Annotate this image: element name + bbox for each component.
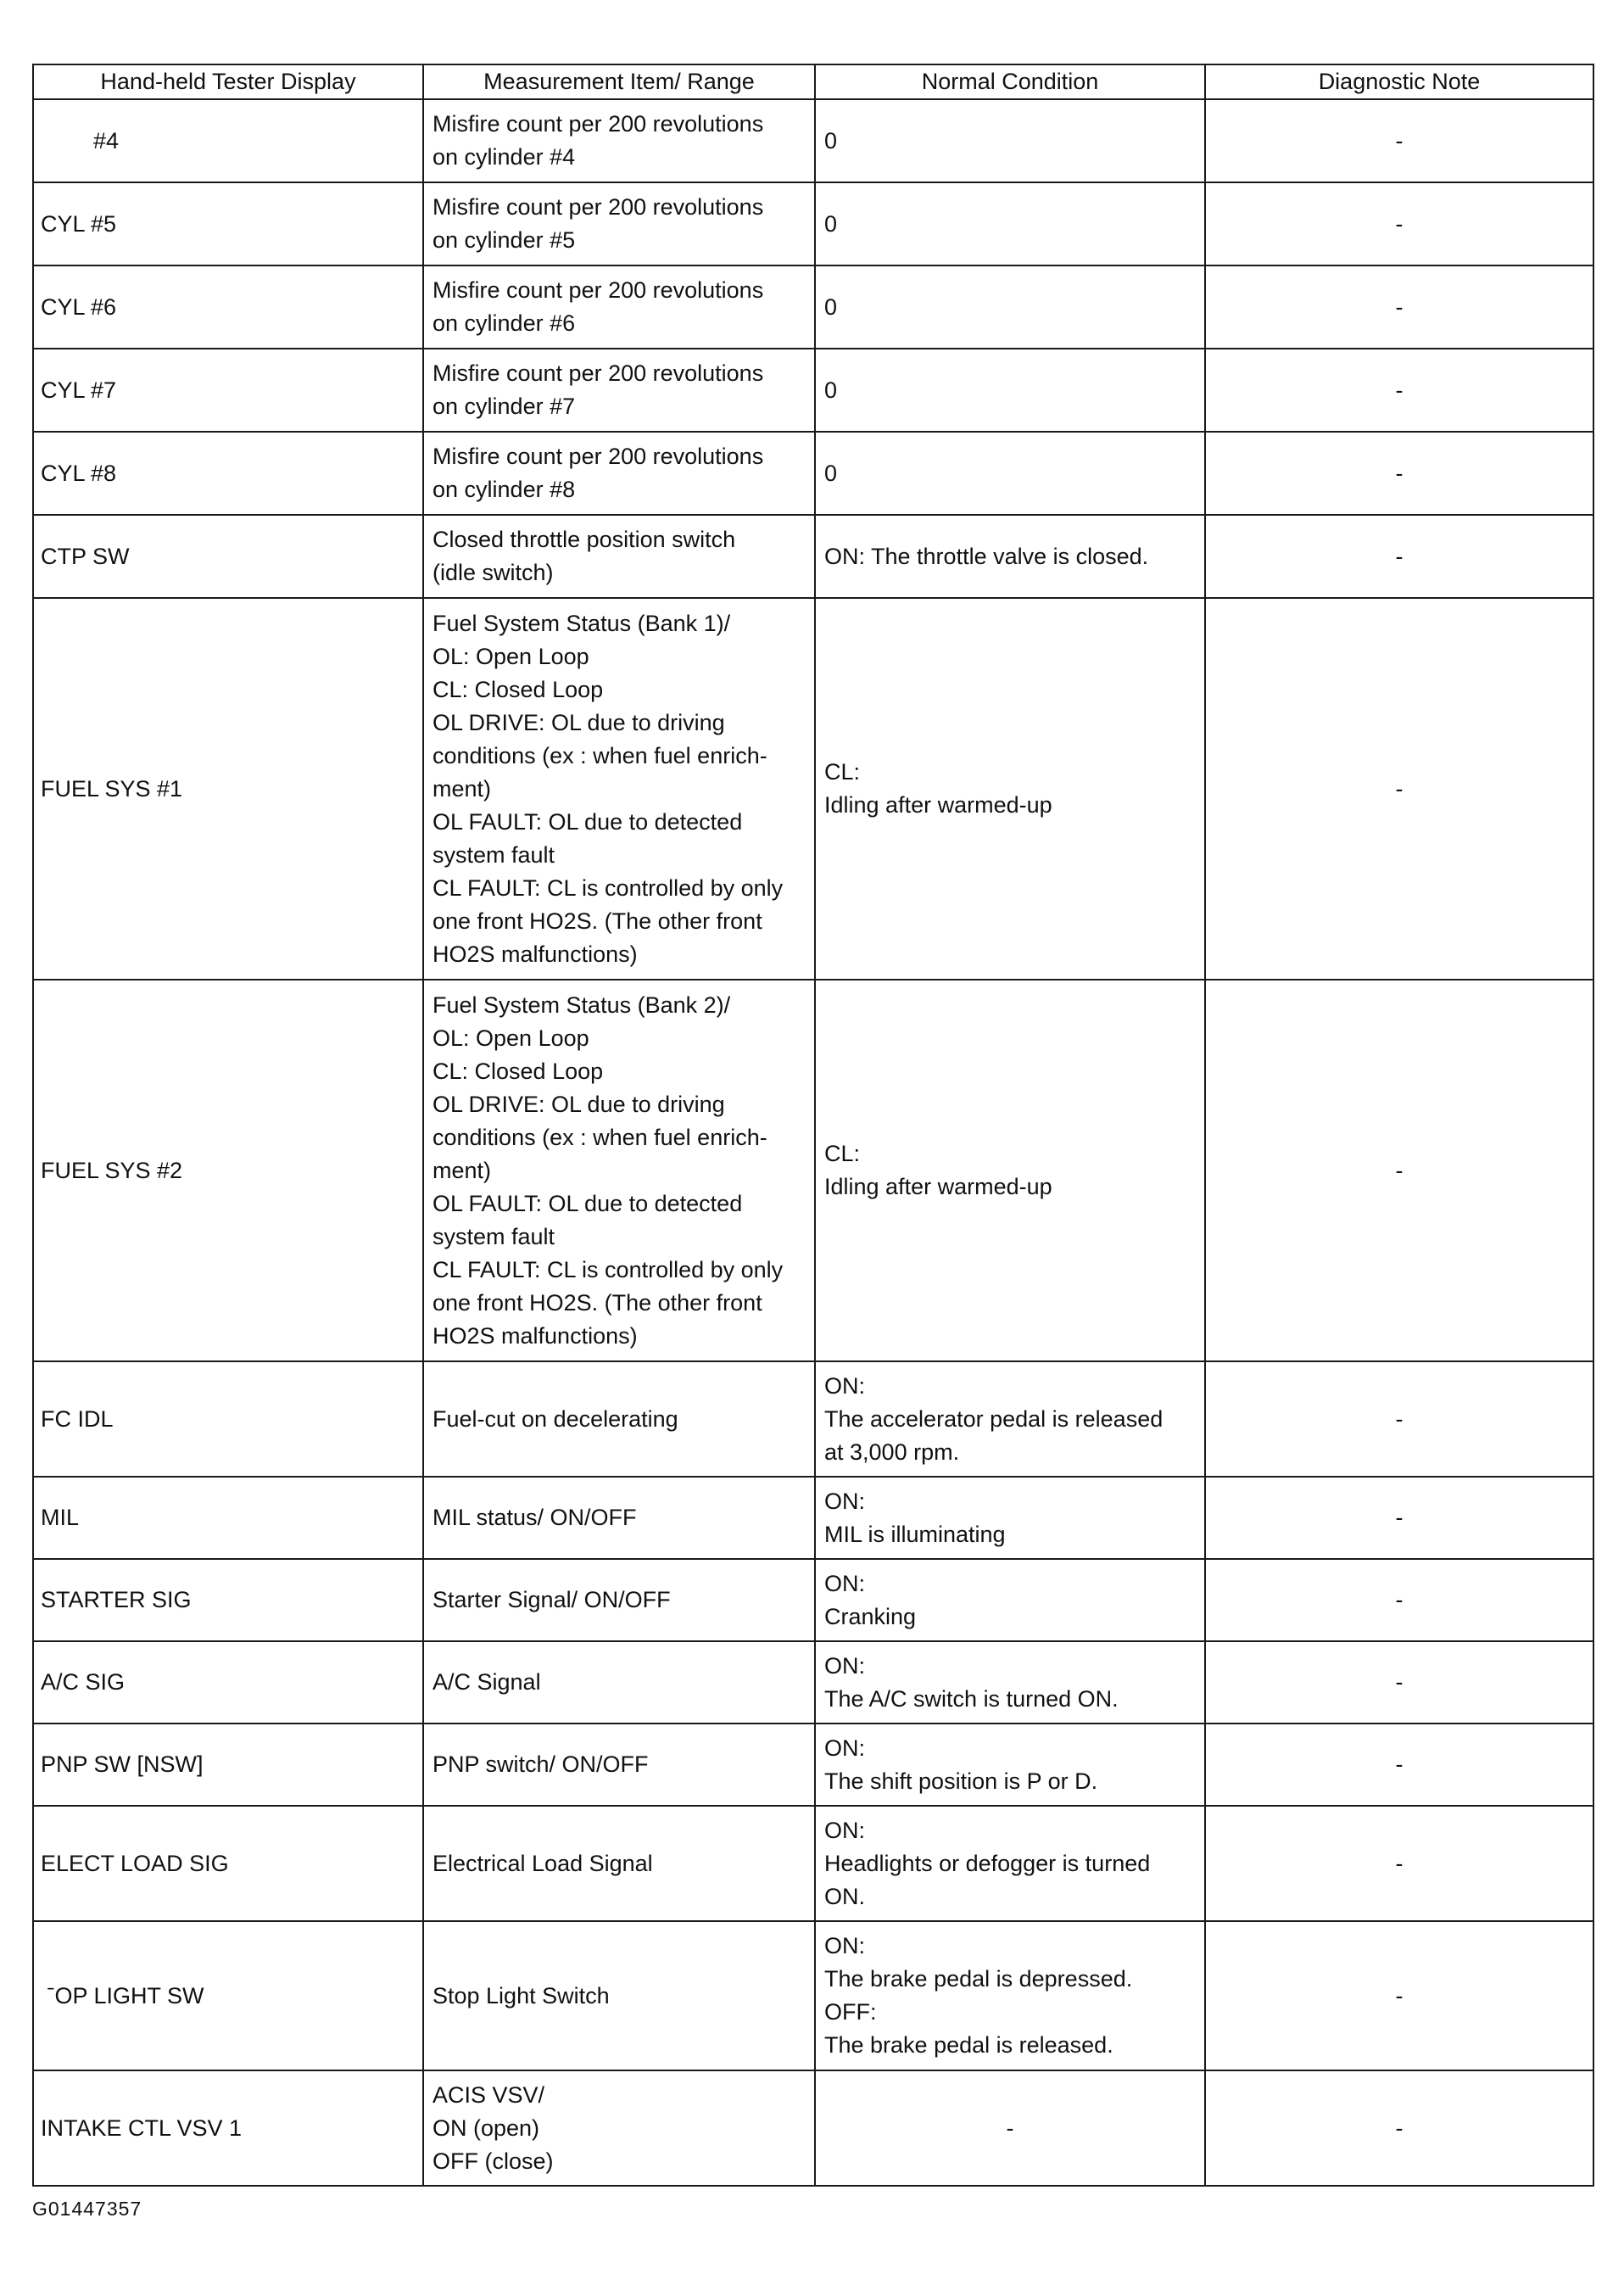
header-normal-condition: Normal Condition bbox=[815, 64, 1205, 99]
normal-condition-cell: ON: The throttle valve is closed. bbox=[815, 515, 1205, 598]
normal-condition-cell: CL: Idling after warmed-up bbox=[815, 980, 1205, 1361]
diagnostic-note-cell: - bbox=[1205, 182, 1593, 265]
measurement-cell: Fuel System Status (Bank 2)/ OL: Open Loop CL: Closed Loop OL DRIVE: OL due to driving conditions (ex : when fuel enrich- ment) OL FAULT: OL due to detected system fault CL FAULT: CL is controlled by only one front HO2S. (The other front HO2S malfunctions) bbox=[423, 980, 815, 1361]
table-row bbox=[33, 99, 1593, 182]
diagnostic-note-cell: - bbox=[1205, 598, 1593, 980]
table-row bbox=[33, 1806, 1593, 1921]
measurement-cell: A/C Signal bbox=[423, 1641, 815, 1724]
tester-display-cell: STARTER SIG bbox=[33, 1559, 423, 1641]
header-diagnostic-note: Diagnostic Note bbox=[1205, 64, 1593, 99]
table-row bbox=[33, 1477, 1593, 1559]
measurement-cell: MIL status/ ON/OFF bbox=[423, 1477, 815, 1559]
diagnostic-note-cell: - bbox=[1205, 1921, 1593, 2070]
tester-display-cell: #4 bbox=[33, 99, 423, 182]
tester-display-cell: MIL bbox=[33, 1477, 423, 1559]
tester-display-cell: FUEL SYS #2 bbox=[33, 980, 423, 1361]
normal-condition-cell: ON: Cranking bbox=[815, 1559, 1205, 1641]
normal-condition-cell: ON: The shift position is P or D. bbox=[815, 1724, 1205, 1806]
diagnostic-note-cell: - bbox=[1205, 99, 1593, 182]
diagnostic-note-cell: - bbox=[1205, 1806, 1593, 1921]
tester-display-cell: FC IDL bbox=[33, 1361, 423, 1477]
table-row bbox=[33, 349, 1593, 432]
diagnostic-note-cell: - bbox=[1205, 515, 1593, 598]
tester-display-cell: ELECT LOAD SIG bbox=[33, 1806, 423, 1921]
measurement-cell: Misfire count per 200 revolutions on cylinder #7 bbox=[423, 349, 815, 432]
table-row bbox=[33, 1361, 1593, 1477]
measurement-cell: Stop Light Switch bbox=[423, 1921, 815, 2070]
diagnostic-note-cell: - bbox=[1205, 265, 1593, 349]
normal-condition-cell: ON: The brake pedal is depressed. OFF: The brake pedal is released. bbox=[815, 1921, 1205, 2070]
diagnostic-note-cell: - bbox=[1205, 2070, 1593, 2186]
tester-display-cell: CTP SW bbox=[33, 515, 423, 598]
tester-display-cell: CYL #8 bbox=[33, 432, 423, 515]
normal-condition-cell: 0 bbox=[815, 99, 1205, 182]
tester-display-cell: CYL #5 bbox=[33, 182, 423, 265]
tester-display-cell: A/C SIG bbox=[33, 1641, 423, 1724]
measurement-cell: Misfire count per 200 revolutions on cylinder #5 bbox=[423, 182, 815, 265]
measurement-cell: ACIS VSV/ ON (open) OFF (close) bbox=[423, 2070, 815, 2186]
table-row bbox=[33, 1921, 1593, 2070]
table-row bbox=[33, 182, 1593, 265]
normal-condition-cell: 0 bbox=[815, 265, 1205, 349]
table-row bbox=[33, 515, 1593, 598]
diagnostic-note-cell: - bbox=[1205, 1477, 1593, 1559]
header-measurement-item: Measurement Item/ Range bbox=[423, 64, 815, 99]
diagnostic-note-cell: - bbox=[1205, 1641, 1593, 1724]
tester-display-cell: ˉOP LIGHT SW bbox=[33, 1921, 423, 2070]
tester-display-cell: CYL #7 bbox=[33, 349, 423, 432]
normal-condition-cell: 0 bbox=[815, 182, 1205, 265]
normal-condition-cell: CL: Idling after warmed-up bbox=[815, 598, 1205, 980]
table-row bbox=[33, 265, 1593, 349]
table-row bbox=[33, 980, 1593, 1361]
measurement-cell: Starter Signal/ ON/OFF bbox=[423, 1559, 815, 1641]
normal-condition-cell: ON: The A/C switch is turned ON. bbox=[815, 1641, 1205, 1724]
measurement-cell: Misfire count per 200 revolutions on cylinder #4 bbox=[423, 99, 815, 182]
normal-condition-cell: ON: The accelerator pedal is released at 3,000 rpm. bbox=[815, 1361, 1205, 1477]
table-header-row bbox=[33, 64, 1593, 99]
measurement-cell: PNP switch/ ON/OFF bbox=[423, 1724, 815, 1806]
document-page bbox=[32, 64, 1593, 2187]
diagnostic-note-cell: - bbox=[1205, 980, 1593, 1361]
measurement-cell: Closed throttle position switch (idle switch) bbox=[423, 515, 815, 598]
tester-display-cell: INTAKE CTL VSV 1 bbox=[33, 2070, 423, 2186]
table-row bbox=[33, 1641, 1593, 1724]
figure-id-label: G01447357 bbox=[32, 2198, 142, 2220]
measurement-cell: Fuel System Status (Bank 1)/ OL: Open Loop CL: Closed Loop OL DRIVE: OL due to driving conditions (ex : when fuel enrich- ment) OL FAULT: OL due to detected system fault CL FAULT: CL is controlled by only one front HO2S. (The other front HO2S malfunctions) bbox=[423, 598, 815, 980]
diagnostic-note-cell: - bbox=[1205, 349, 1593, 432]
table-row bbox=[33, 1724, 1593, 1806]
measurement-cell: Electrical Load Signal bbox=[423, 1806, 815, 1921]
measurement-cell: Fuel-cut on decelerating bbox=[423, 1361, 815, 1477]
normal-condition-cell: 0 bbox=[815, 432, 1205, 515]
table-row bbox=[33, 2070, 1593, 2186]
measurement-cell: Misfire count per 200 revolutions on cylinder #6 bbox=[423, 265, 815, 349]
table-row bbox=[33, 432, 1593, 515]
header-tester-display: Hand-held Tester Display bbox=[33, 64, 423, 99]
diagnostic-data-table bbox=[32, 64, 1594, 2187]
diagnostic-note-cell: - bbox=[1205, 1559, 1593, 1641]
diagnostic-note-cell: - bbox=[1205, 432, 1593, 515]
measurement-cell: Misfire count per 200 revolutions on cylinder #8 bbox=[423, 432, 815, 515]
normal-condition-cell: ON: MIL is illuminating bbox=[815, 1477, 1205, 1559]
diagnostic-note-cell: - bbox=[1205, 1361, 1593, 1477]
tester-display-cell: PNP SW [NSW] bbox=[33, 1724, 423, 1806]
tester-display-cell: FUEL SYS #1 bbox=[33, 598, 423, 980]
normal-condition-cell: - bbox=[815, 2070, 1205, 2186]
tester-display-cell: CYL #6 bbox=[33, 265, 423, 349]
diagnostic-note-cell: - bbox=[1205, 1724, 1593, 1806]
table-row bbox=[33, 598, 1593, 980]
normal-condition-cell: 0 bbox=[815, 349, 1205, 432]
normal-condition-cell: ON: Headlights or defogger is turned ON. bbox=[815, 1806, 1205, 1921]
table-row bbox=[33, 1559, 1593, 1641]
